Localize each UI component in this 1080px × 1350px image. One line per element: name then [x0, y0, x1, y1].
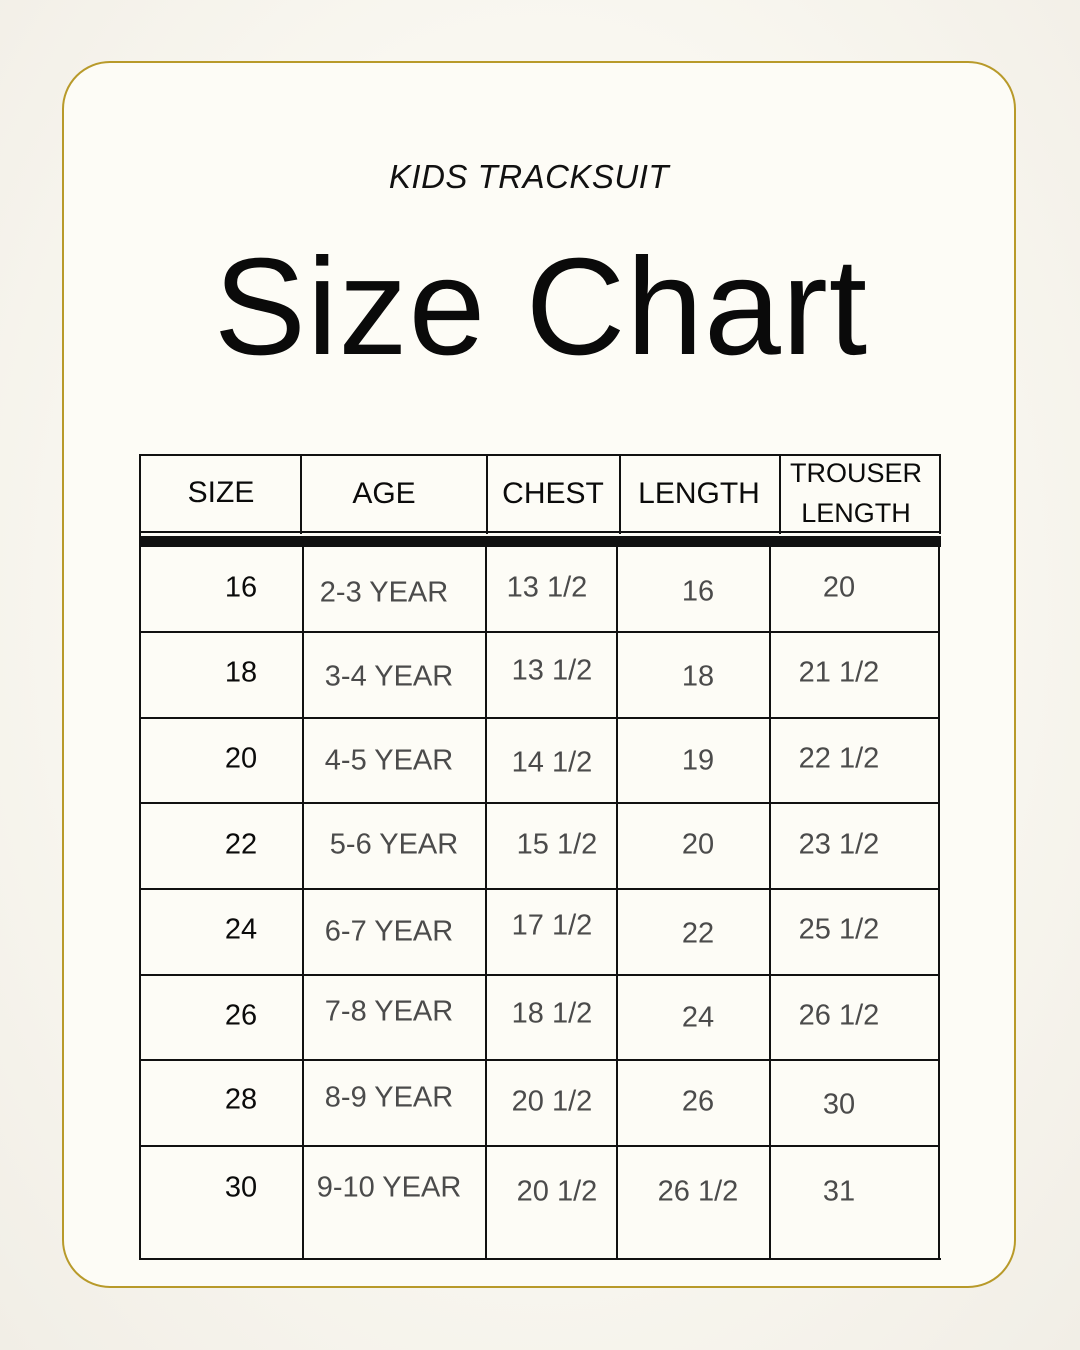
cell-size: 24 [224, 913, 258, 946]
cell-trouser-length: 30 [822, 1088, 856, 1121]
column-header-trouser-line2: LENGTH [801, 498, 911, 528]
header-divider-1 [300, 454, 302, 534]
column-header-length: LENGTH [638, 477, 760, 510]
table-bottom-border [139, 1258, 941, 1260]
column-header-size: SIZE [187, 476, 255, 509]
cell-age: 7-8 YEAR [324, 995, 454, 1028]
cell-length: 19 [681, 744, 715, 777]
cell-chest: 15 1/2 [516, 828, 598, 861]
column-header-trouser-line1: TROUSER [789, 458, 923, 488]
header-divider-4 [779, 454, 781, 534]
row-separator [139, 974, 939, 976]
cell-chest: 17 1/2 [511, 909, 593, 942]
cell-trouser-length: 21 1/2 [798, 656, 880, 689]
header-divider-2 [486, 454, 488, 534]
cell-chest: 18 1/2 [511, 997, 593, 1030]
cell-length: 18 [681, 660, 715, 693]
row-separator [139, 802, 939, 804]
table-top-border [139, 454, 941, 456]
column-header-chest: CHEST [502, 477, 604, 510]
header-bottom-border [139, 531, 941, 533]
cell-trouser-length: 25 1/2 [798, 913, 880, 946]
row-separator [139, 1145, 939, 1147]
cell-age: 8-9 YEAR [324, 1081, 454, 1114]
cell-trouser-length: 20 [822, 571, 856, 604]
cell-chest: 14 1/2 [511, 746, 593, 779]
cell-trouser-length: 26 1/2 [798, 999, 880, 1032]
row-separator [139, 888, 939, 890]
cell-length: 26 [681, 1085, 715, 1118]
cell-trouser-length: 31 [822, 1175, 856, 1208]
cell-chest: 13 1/2 [511, 654, 593, 687]
page-title: Size Chart [213, 230, 869, 384]
cell-chest: 20 1/2 [516, 1175, 598, 1208]
cell-chest: 20 1/2 [511, 1085, 593, 1118]
cell-age: 2-3 YEAR [319, 576, 449, 609]
body-divider-4 [769, 547, 771, 1260]
cell-age: 4-5 YEAR [324, 744, 454, 777]
cell-size: 22 [224, 828, 258, 861]
cell-size: 18 [224, 656, 258, 689]
product-subtitle: KIDS TRACKSUIT [388, 158, 670, 195]
cell-length: 26 1/2 [657, 1175, 739, 1208]
header-right-border [939, 454, 941, 534]
row-separator [139, 631, 939, 633]
cell-size: 28 [224, 1083, 258, 1116]
cell-size: 20 [224, 742, 258, 775]
cell-age: 9-10 YEAR [316, 1171, 462, 1204]
body-divider-1 [302, 547, 304, 1260]
header-divider-3 [619, 454, 621, 534]
cell-length: 20 [681, 828, 715, 861]
size-table [139, 454, 941, 1260]
cell-size: 16 [224, 571, 258, 604]
cell-length: 24 [681, 1001, 715, 1034]
cell-trouser-length: 22 1/2 [798, 742, 880, 775]
cell-age: 3-4 YEAR [324, 660, 454, 693]
row-separator [139, 717, 939, 719]
column-header-age: AGE [352, 477, 416, 510]
cell-length: 22 [681, 917, 715, 950]
body-divider-2 [485, 547, 487, 1260]
cell-trouser-length: 23 1/2 [798, 828, 880, 861]
body-divider-3 [616, 547, 618, 1260]
cell-age: 5-6 YEAR [329, 828, 459, 861]
cell-chest: 13 1/2 [506, 571, 588, 604]
cell-size: 30 [224, 1171, 258, 1204]
cell-age: 6-7 YEAR [324, 915, 454, 948]
cell-size: 26 [224, 999, 258, 1032]
column-header-trouser-length [790, 453, 922, 533]
cell-length: 16 [681, 575, 715, 608]
row-separator [139, 1059, 939, 1061]
header-divider-bar [139, 536, 941, 547]
table-left-border [139, 454, 141, 1260]
table-right-border [938, 547, 940, 1260]
